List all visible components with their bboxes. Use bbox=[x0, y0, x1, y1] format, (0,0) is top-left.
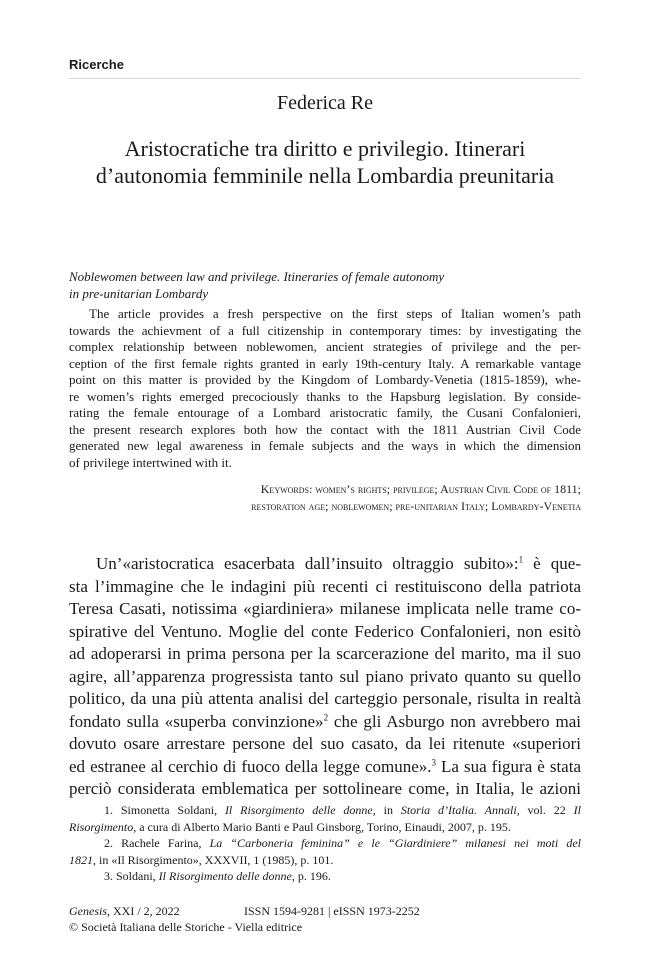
footnote-ref[interactable]: 2 bbox=[323, 711, 329, 722]
body-line: Un’«aristocratica esacerbata dall’insuito oltraggio subito»:$^1$ è que- bbox=[96, 554, 581, 573]
body-line: dovuto osare arrestare persone del suo casato, da lei ritenute «superiori bbox=[69, 734, 581, 753]
abstract-line: point on this matter is provided by the Kingdom of Lombardy-Venetia (1815-1859), whe- bbox=[69, 372, 581, 387]
footnote-1-cont: Risorgimento, a cura di Alberto Mario Banti e Paul Ginsborg, Torino, Einaudi, 2007, p. 195. bbox=[69, 819, 511, 834]
body-line: spirative del Ventuno. Moglie del conte Federico Confalonieri, non esitò bbox=[69, 621, 581, 641]
abstract-line: towards the achievment of a full citizenship in contemporary times: by investigating the bbox=[69, 322, 581, 338]
english-title bbox=[69, 269, 581, 302]
abstract-line: The article provides a fresh perspective on the first steps of Italian women’s path bbox=[89, 306, 581, 321]
body-line: perciò considerata emblematica per sottolineare come, in Italia, le azioni bbox=[69, 779, 581, 798]
header-rule bbox=[69, 78, 581, 79]
footnote-1: 1. Simonetta Soldani, Il Risorgimento delle donne, in Storia d’Italia. Annali, vol. 22 Il bbox=[104, 803, 581, 817]
section-label: Ricerche bbox=[69, 57, 124, 72]
abstract-line: generated new legal awareness in female subjects and the ways in which the dimension bbox=[69, 438, 581, 453]
article-title bbox=[69, 135, 581, 189]
footnotes bbox=[69, 802, 581, 885]
footnote-2: 2. Rachele Farina, La “Carboneria feminina” e le “Giardiniere” milanesi nei moti del bbox=[104, 836, 581, 850]
body-text bbox=[69, 553, 581, 801]
footnote-2-cont: 1821, in «Il Risorgimento», XXXVII, 1 (1985), p. 101. bbox=[69, 852, 334, 867]
footnote-ref[interactable]: 1 bbox=[518, 554, 524, 565]
copyright: © Società Italiana delle Storiche - Viella editrice bbox=[69, 920, 303, 934]
abstract-line: rating the female entourage of a Lombard aristocratic family, the Cusani Confalonieri, bbox=[69, 405, 581, 420]
body-line: politico, da una più attenta analisi del carteggio personale, risulta in realtà bbox=[69, 689, 581, 708]
abstract-line: the present research explores both how the contact with the 1811 Austrian Civil Code bbox=[69, 421, 581, 437]
title-line: Aristocratiche tra diritto e privilegio. Itinerari bbox=[124, 136, 526, 161]
body-line: sta l’immagine che le indagini più recenti ci restituiscono della patriota bbox=[69, 576, 581, 596]
abstract-line: re women’s rights emerged precociously thanks to the Hapsburg legislation. By conside- bbox=[69, 388, 581, 404]
article-author: Federica Re bbox=[276, 92, 374, 114]
english-title-line: Noblewomen between law and privilege. Itineraries of female autonomy bbox=[69, 269, 445, 284]
body-line: fondato sulla «superba convinzione»$^2$ che gli Asburgo non avrebbero mai bbox=[69, 711, 581, 731]
journal-issue: , XXI / 2, 2022 bbox=[107, 904, 180, 918]
title-line: d’autonomia femminile nella Lombardia preunitaria bbox=[95, 163, 555, 188]
abstract bbox=[69, 306, 581, 471]
body-line: Teresa Casati, notissima «giardiniera» milanese implicata nelle trame co- bbox=[69, 599, 581, 618]
keywords-line: restoration age; noblewomen; pre-unitarian Italy; Lombardy-Venetia bbox=[251, 498, 581, 513]
keywords bbox=[69, 481, 581, 514]
keywords-line: Keywords: women’s rights; privilege; Austrian Civil Code of 1811; bbox=[260, 482, 581, 496]
body-line: ed estranee al cerchio di fuoco della legge comune».$^3$ La sua figura è stata bbox=[69, 756, 581, 776]
page-footer bbox=[69, 903, 581, 935]
issn: ISSN 1594-9281 | eISSN 1973-2252 bbox=[244, 904, 420, 918]
abstract-line: complex relationship between noblewomen, ancient strategies of privilege and the per- bbox=[69, 339, 581, 354]
abstract-line: of privilege intertwined with it. bbox=[69, 454, 232, 470]
abstract-line: ception of the first female rights granted in early 19th-century Italy. A remarkable vantage bbox=[69, 355, 581, 371]
body-line: agire, all’apparenza progressista tanto sul piano privato quanto su quello bbox=[69, 666, 581, 686]
body-line: ad adoperarsi in prima persona per la scarcerazione del marito, ma il suo bbox=[69, 644, 581, 663]
footnote-3: 3. Soldani, Il Risorgimento delle donne, p. 196. bbox=[104, 869, 331, 883]
english-title-line: in pre-unitarian Lombardy bbox=[69, 285, 209, 301]
footnote-ref[interactable]: 3 bbox=[431, 756, 437, 767]
journal-name: Genesis bbox=[69, 904, 107, 918]
